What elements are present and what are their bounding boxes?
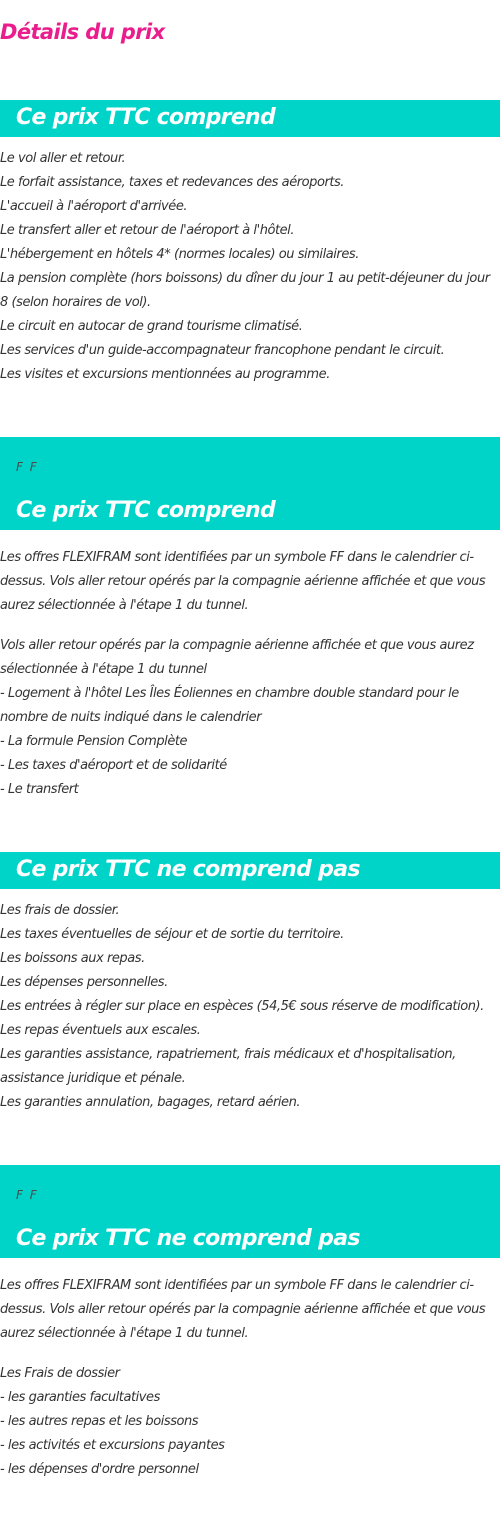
list-item: Les visites et excursions mentionnées au programme. <box>0 367 330 382</box>
list-item: L'hébergement en hôtels 4* (normes locales) ou similaires. <box>0 247 359 262</box>
list-item: - les dépenses d'ordre personnel <box>0 1462 199 1477</box>
excludes-list <box>0 899 500 1115</box>
list-item: Le transfert aller et retour de l'aéroport à l'hôtel. <box>0 223 295 238</box>
list-item: Le vol aller et retour. <box>0 151 126 166</box>
section-title: Ce prix TTC ne comprend pas <box>16 857 360 882</box>
list-item: La pension complète (hors boissons) du dîner du jour 1 au petit-déjeuner du jour 8 (selon horaires de vol). <box>0 271 490 310</box>
list-item: Les entrées à régler sur place en espèces (54,5€ sous réserve de modification). <box>0 999 484 1014</box>
list-item: Les Frais de dossier <box>0 1366 120 1381</box>
section-header-excludes <box>0 852 500 889</box>
section-title: Ce prix TTC comprend <box>16 498 276 523</box>
page-title: Détails du prix <box>0 20 165 44</box>
list-item: Les taxes éventuelles de séjour et de sortie du territoire. <box>0 927 344 942</box>
ff-tag: F F <box>16 460 39 474</box>
ff-tag: F F <box>16 1188 39 1202</box>
ff-excludes-list <box>0 1362 500 1482</box>
list-item: Les garanties assistance, rapatriement, frais médicaux et d'hospitalisation, assistance juridique et pénale. <box>0 1047 456 1086</box>
list-item: - Le transfert <box>0 782 79 797</box>
list-item: - La formule Pension Complète <box>0 734 188 749</box>
flexifram-intro: Les offres FLEXIFRAM sont identifiées par un symbole FF dans le calendrier ci-dessus. Vols aller retour opérés par la compagnie aérienne affichée et que vous aurez sélectionnée à l'étape 1 du tunnel. <box>0 1278 486 1341</box>
list-item: Les repas éventuels aux escales. <box>0 1023 201 1038</box>
list-item: - les garanties facultatives <box>0 1390 160 1405</box>
list-item: Les garanties annulation, bagages, retard aérien. <box>0 1095 301 1110</box>
section-title: Ce prix TTC comprend <box>16 105 276 130</box>
list-item: Le circuit en autocar de grand tourisme climatisé. <box>0 319 303 334</box>
includes-list <box>0 147 500 387</box>
section-header-includes <box>0 100 500 137</box>
section-title: Ce prix TTC ne comprend pas <box>16 1226 360 1251</box>
list-item: Les services d'un guide-accompagnateur francophone pendant le circuit. <box>0 343 445 358</box>
flexifram-intro: Les offres FLEXIFRAM sont identifiées par un symbole FF dans le calendrier ci-dessus. Vols aller retour opérés par la compagnie aérienne affichée et que vous aurez sélectionnée à l'étape 1 du tunnel. <box>0 550 486 613</box>
list-item: Le forfait assistance, taxes et redevances des aéroports. <box>0 175 344 190</box>
list-item: Vols aller retour opérés par la compagnie aérienne affichée et que vous aurez sélectionnée à l'étape 1 du tunnel <box>0 638 474 677</box>
list-item: - Logement à l'hôtel Les Îles Éoliennes en chambre double standard pour le nombre de nuits indiqué dans le calendrier <box>0 686 459 725</box>
list-item: - Les taxes d'aéroport et de solidarité <box>0 758 227 773</box>
list-item: - les autres repas et les boissons <box>0 1414 199 1429</box>
section-header-ff-includes <box>0 437 500 530</box>
list-item: Les frais de dossier. <box>0 903 120 918</box>
list-item: Les dépenses personnelles. <box>0 975 168 990</box>
list-item: - les activités et excursions payantes <box>0 1438 225 1453</box>
section-header-ff-excludes <box>0 1165 500 1258</box>
list-item: Les boissons aux repas. <box>0 951 145 966</box>
ff-includes-list <box>0 634 500 802</box>
list-item: L'accueil à l'aéroport d'arrivée. <box>0 199 188 214</box>
